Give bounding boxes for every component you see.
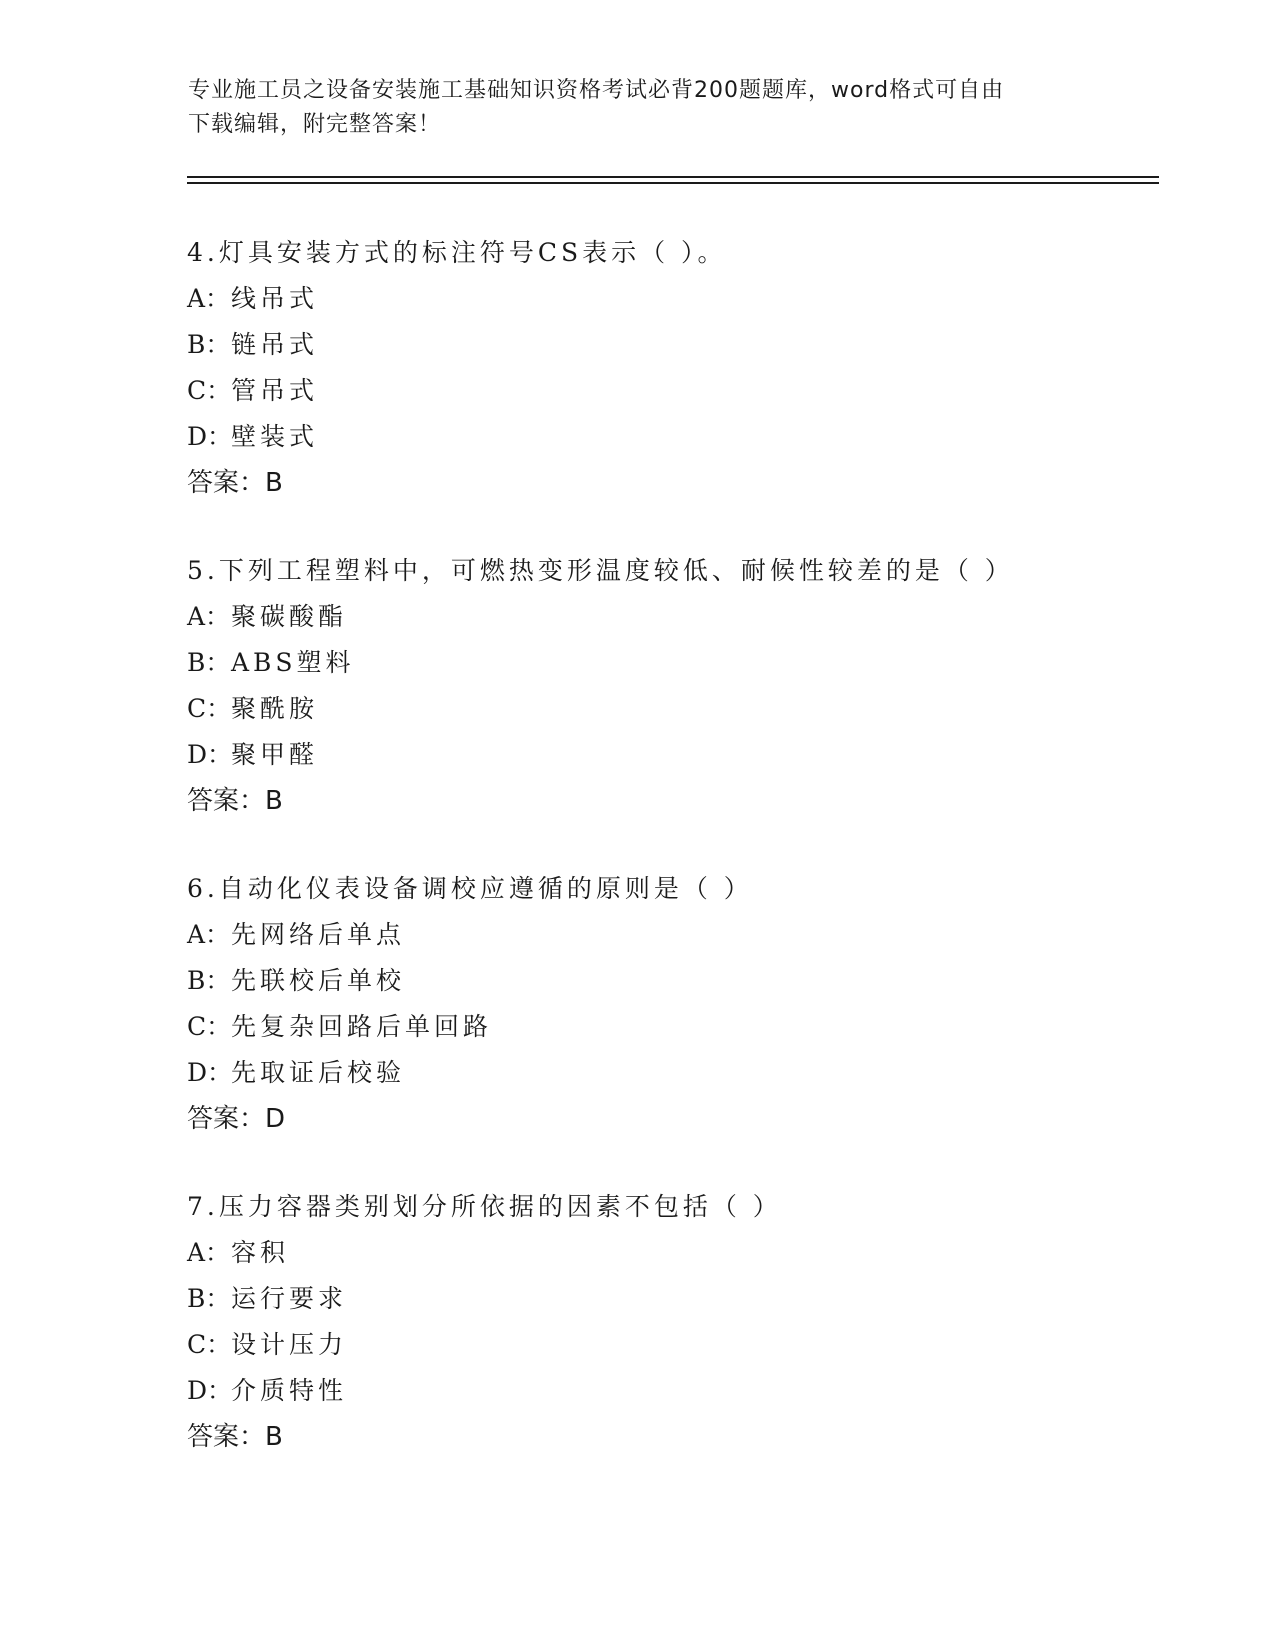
question-block <box>187 230 1167 506</box>
option-text: 容积 <box>231 1238 290 1267</box>
header-line-1: 专业施工员之设备安装施工基础知识资格考试必背200题题库，word格式可自由 <box>188 78 1005 103</box>
option-b <box>187 322 1167 368</box>
option-c <box>187 686 1167 732</box>
option-text: 介质特性 <box>231 1376 348 1405</box>
option-text: 先联校后单校 <box>231 966 406 995</box>
option-label: C： <box>187 1012 232 1041</box>
option-label: D： <box>187 1058 233 1087</box>
document-header <box>188 74 1088 142</box>
option-label: D： <box>187 422 233 451</box>
option-label: B： <box>187 966 231 995</box>
option-label: B： <box>187 1284 231 1313</box>
header-divider-top <box>187 176 1159 178</box>
option-a <box>187 594 1167 640</box>
question-stem: 6.自动化仪表设备调校应遵循的原则是（ ） <box>187 874 753 903</box>
header-line-2: 下载编辑，附完整答案！ <box>188 112 442 137</box>
option-text: 运行要求 <box>231 1284 348 1313</box>
question-stem: 4.灯具安装方式的标注符号CS表示（ ）。 <box>187 238 727 267</box>
question-stem: 5.下列工程塑料中，可燃热变形温度较低、耐候性较差的是（ ） <box>187 556 1014 585</box>
question-block <box>187 1184 1167 1460</box>
option-text: 设计压力 <box>231 1330 348 1359</box>
option-c <box>187 368 1167 414</box>
option-label: A： <box>187 602 231 631</box>
option-b <box>187 640 1167 686</box>
option-d <box>187 1368 1167 1414</box>
option-text: 聚甲醛 <box>231 740 319 769</box>
option-label: C： <box>187 376 232 405</box>
option-text: 壁装式 <box>231 422 319 451</box>
option-label: D： <box>187 1376 233 1405</box>
option-label: C： <box>187 1330 232 1359</box>
header-divider-bottom <box>187 182 1159 184</box>
option-text: 线吊式 <box>231 284 319 313</box>
option-a <box>187 1230 1167 1276</box>
option-label: A： <box>187 920 231 949</box>
option-text: 聚酰胺 <box>231 694 319 723</box>
answer-line: 答案：B <box>187 786 283 816</box>
option-label: D： <box>187 740 233 769</box>
option-text: 先复杂回路后单回路 <box>231 1012 493 1041</box>
answer-line: 答案：D <box>187 1104 286 1134</box>
option-label: C： <box>187 694 232 723</box>
option-a <box>187 276 1167 322</box>
option-b <box>187 958 1167 1004</box>
question-stem: 7.压力容器类别划分所依据的因素不包括（ ） <box>187 1192 782 1221</box>
question-block <box>187 548 1167 824</box>
option-c <box>187 1322 1167 1368</box>
option-c <box>187 1004 1167 1050</box>
option-label: A： <box>187 284 231 313</box>
answer-line: 答案：B <box>187 468 283 498</box>
question-block <box>187 866 1167 1142</box>
option-text: 管吊式 <box>231 376 319 405</box>
option-d <box>187 1050 1167 1096</box>
option-text: 先取证后校验 <box>231 1058 406 1087</box>
option-text: ABS塑料 <box>231 648 355 677</box>
option-text: 链吊式 <box>231 330 319 359</box>
option-d <box>187 732 1167 778</box>
option-d <box>187 414 1167 460</box>
option-label: B： <box>187 330 231 359</box>
option-label: B： <box>187 648 231 677</box>
option-text: 聚碳酸酯 <box>231 602 348 631</box>
option-label: A： <box>187 1238 231 1267</box>
option-a <box>187 912 1167 958</box>
option-b <box>187 1276 1167 1322</box>
option-text: 先网络后单点 <box>231 920 406 949</box>
answer-line: 答案：B <box>187 1422 283 1452</box>
